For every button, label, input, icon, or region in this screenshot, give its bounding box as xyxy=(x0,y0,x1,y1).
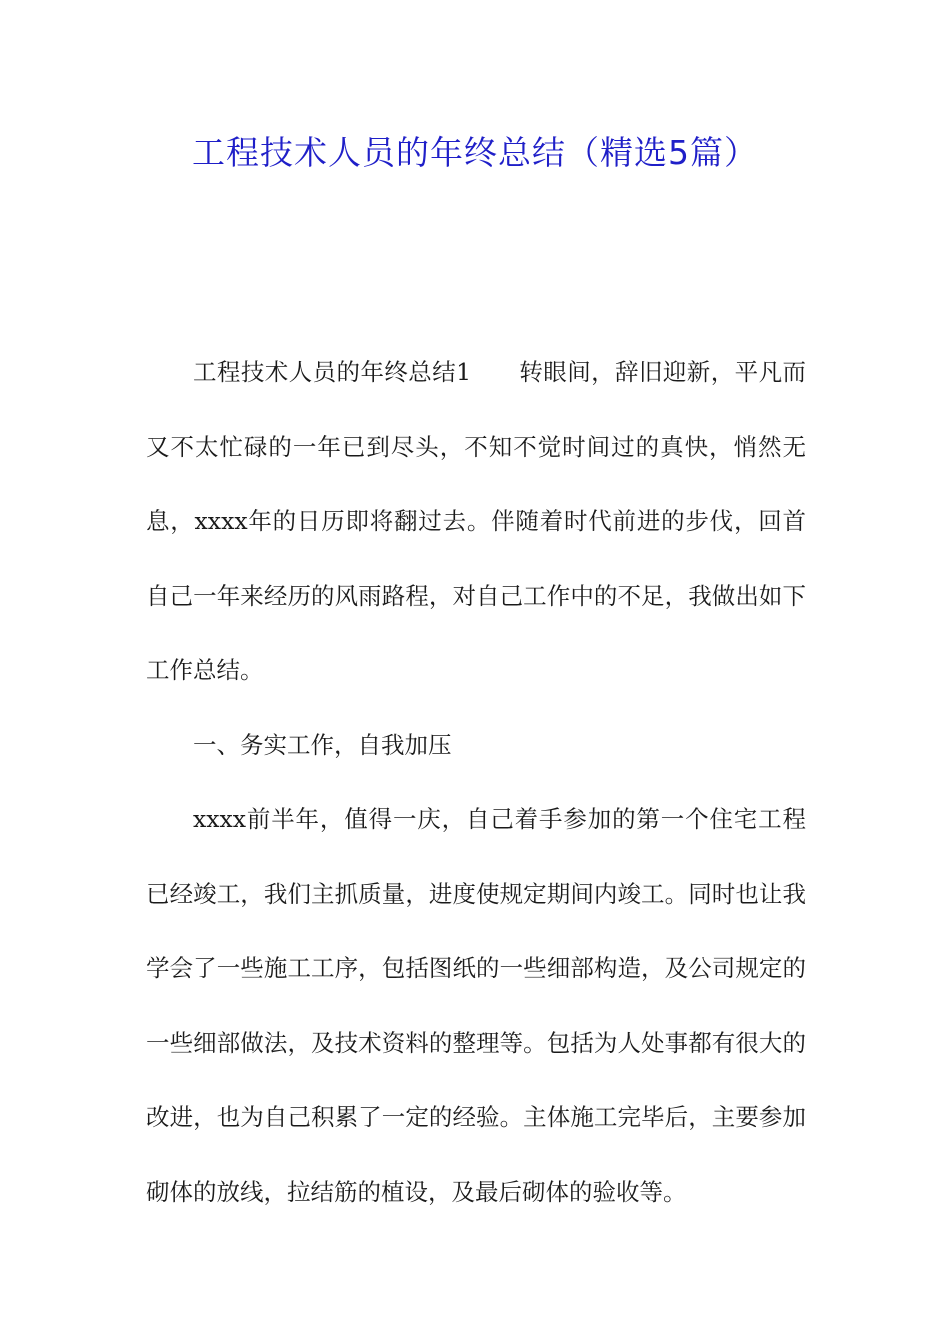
section-heading: 一、务实工作，自我加压 xyxy=(193,730,452,759)
document-body xyxy=(146,335,806,1229)
paragraph-first-half-year: xxxx前半年，值得一庆，自己着手参加的第一个住宅工程已经竣工，我们主抓质量，进度使规定期间内竣工。同时也让我学会了一些施工工序，包括图纸的一些细部构造，及公司规定的一些细部做法，及技术资料的整理等。包括为人处事都有很大的改进，也为自己积累了一定的经验。主体施工完毕后，主要参加砌体的放线，拉结筋的植设，及最后砌体的验收等。 xyxy=(146,805,806,1206)
paragraph-intro: 工程技术人员的年终总结1 转眼间，辞旧迎新，平凡而又不太忙碌的一年已到尽头，不知不觉时间过的真快，悄然无息，xxxx年的日历即将翻过去。伴随着时代前进的步伐，回首自己一年来经历的风雨路程，对自己工作中的不足，我做出如下工作总结。 xyxy=(146,358,806,684)
document-title: 工程技术人员的年终总结（精选5篇） xyxy=(192,133,758,172)
